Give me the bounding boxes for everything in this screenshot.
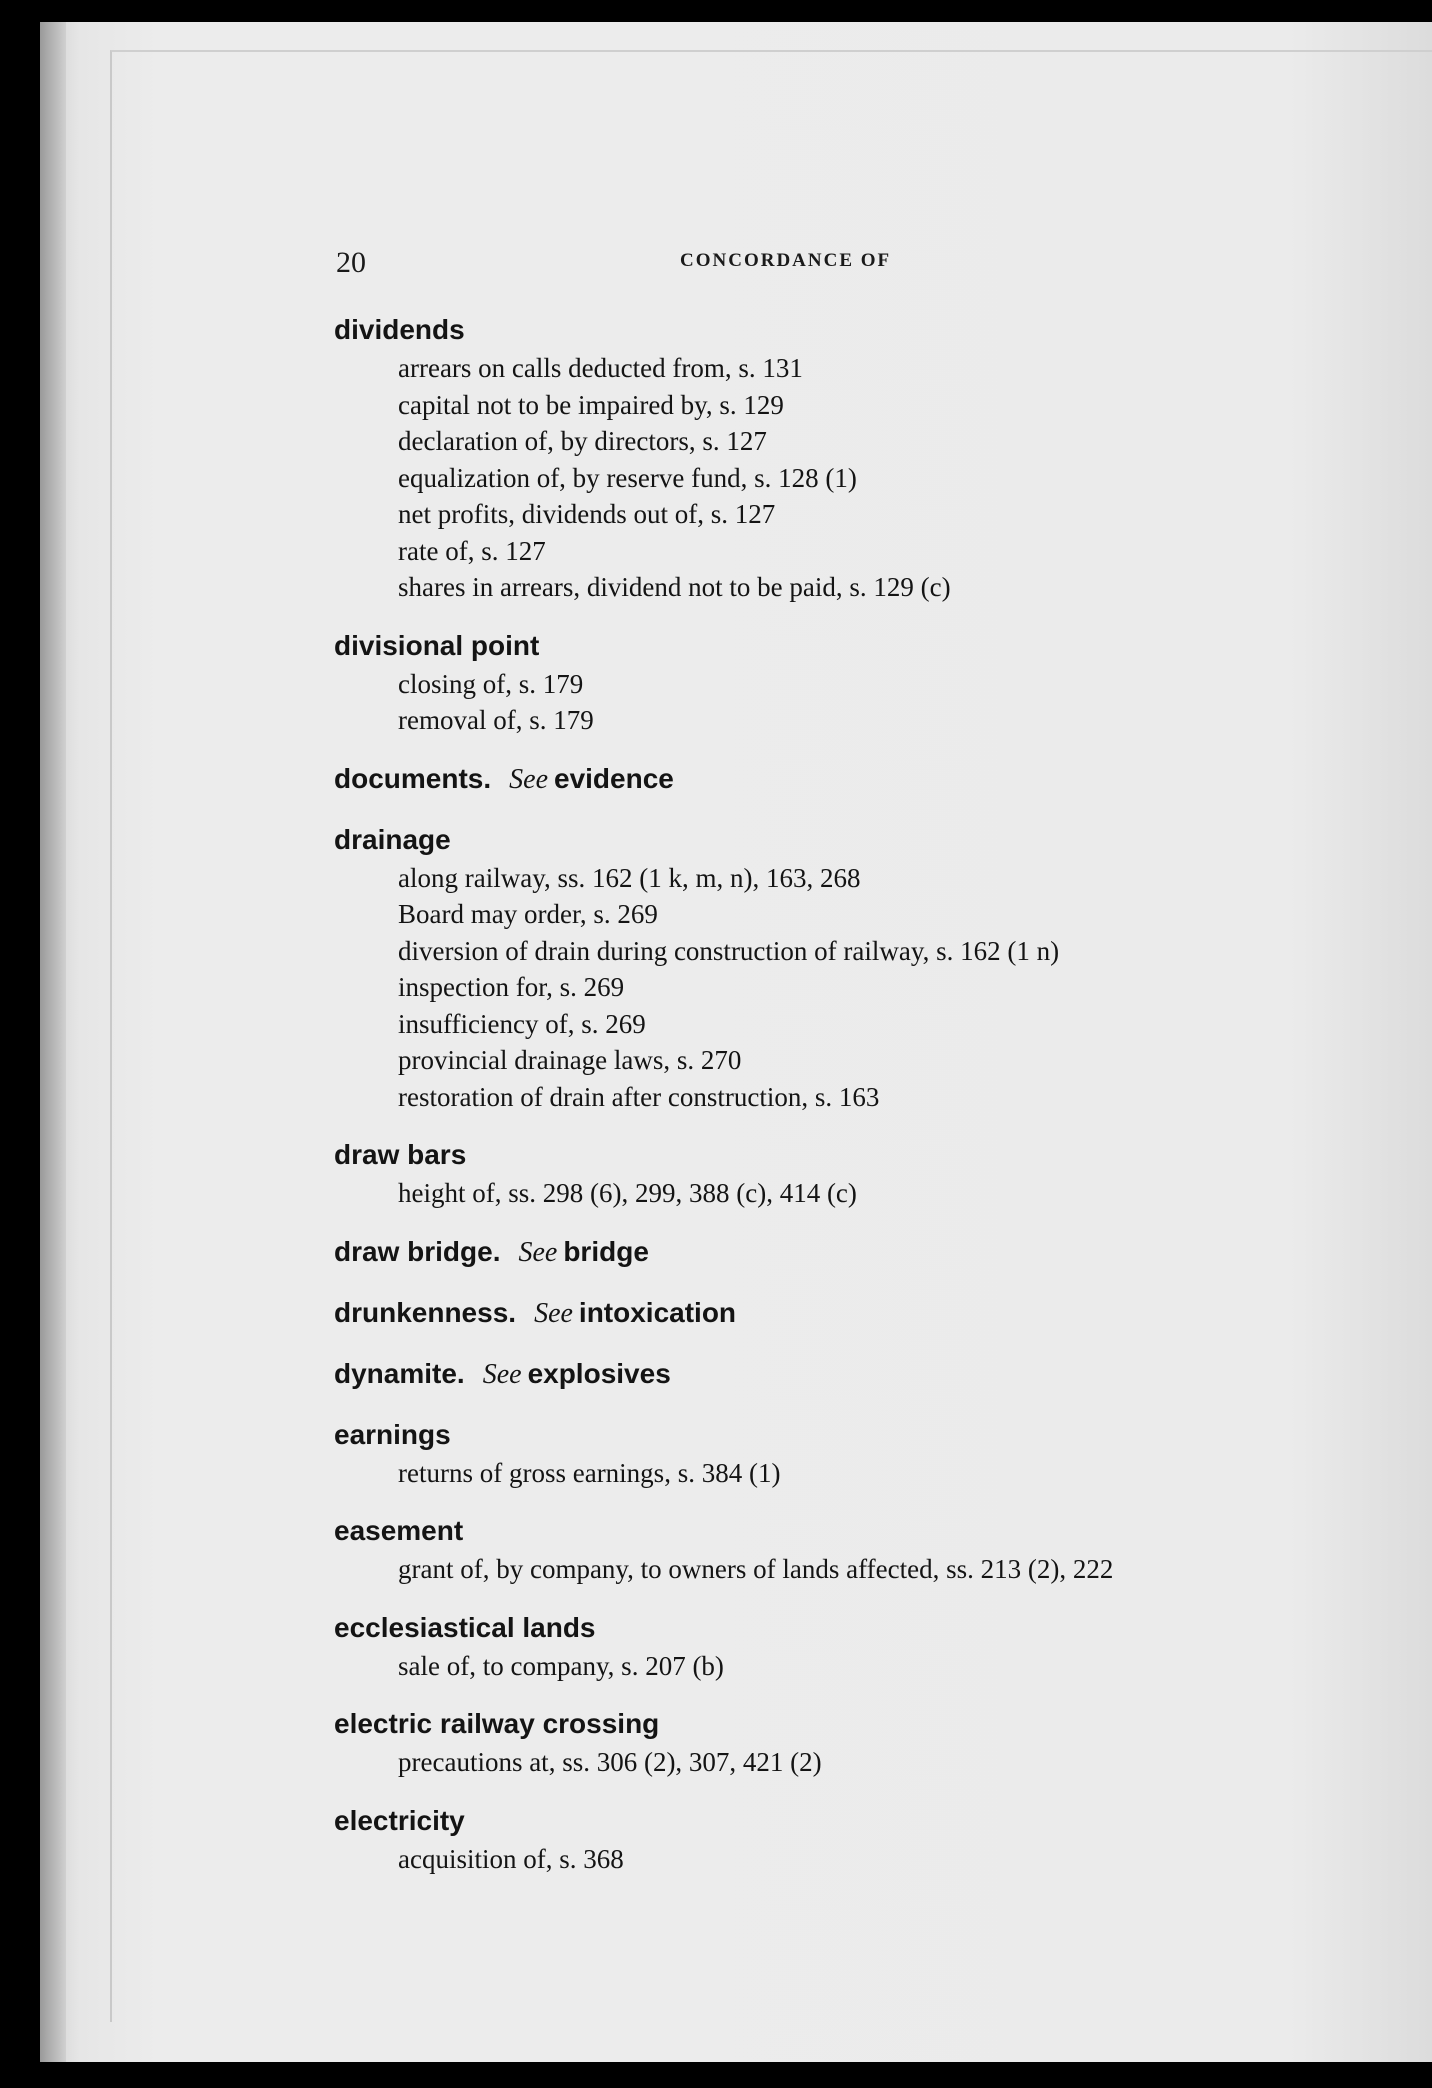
entry [334, 1232, 1334, 1273]
entry-subitem: net profits, dividends out of, s. 127 [398, 499, 776, 529]
entry [334, 820, 1334, 1116]
entry-heading [334, 1293, 1334, 1334]
entry-heading [334, 1232, 1334, 1273]
entry-subitem: equalization of, by reserve fund, s. 128 (1) [398, 462, 857, 493]
concordance-entries [334, 310, 1334, 1897]
entry [334, 759, 1334, 800]
entry-subitem: arrears on calls deducted from, s. 131 [398, 353, 803, 383]
entry [334, 1415, 1334, 1492]
entry-heading: draw bars [334, 1139, 467, 1170]
entry-heading: earnings [334, 1418, 451, 1450]
entry-subitem: sale of, to company, s. 207 (b) [398, 1650, 724, 1681]
see-label: See [534, 1297, 573, 1329]
entry-heading: ecclesiastical lands [334, 1611, 596, 1643]
entry [334, 1801, 1334, 1878]
entry-heading: dividends [334, 314, 465, 345]
entry-subitem: precautions at, ss. 306 (2), 307, 421 (2) [398, 1747, 822, 1777]
entry-heading: drainage [334, 823, 451, 855]
entry-subitem: height of, ss. 298 (6), 299, 388 (c), 414 (c) [398, 1178, 857, 1208]
entry-subitem: acquisition of, s. 368 [398, 1843, 624, 1874]
entry-subitem: insufficiency of, s. 269 [398, 1008, 646, 1039]
entry-subitem: removal of, s. 179 [398, 705, 594, 735]
entry-subitem: capital not to be impaired by, s. 129 [398, 389, 784, 420]
cross-reference: intoxication [578, 1296, 737, 1328]
see-label: See [518, 1236, 558, 1268]
entry-heading-text: documents. [334, 762, 492, 794]
entry-heading: divisional point [334, 629, 540, 661]
entry [334, 1135, 1334, 1212]
entry-heading [334, 1354, 1334, 1395]
entry-subitem: Board may order, s. 269 [398, 899, 658, 929]
entry [334, 1354, 1334, 1395]
entry-subitem: shares in arrears, dividend not to be paid, s. 129 (c) [398, 572, 951, 602]
entry-subitem: returns of gross earnings, s. 384 (1) [398, 1457, 781, 1488]
entry-heading-text: draw bridge. [334, 1235, 501, 1267]
cross-reference: evidence [554, 762, 674, 794]
see-label: See [509, 763, 548, 795]
entry [334, 1293, 1334, 1334]
cross-reference: explosives [527, 1357, 671, 1389]
entry-subitem: declaration of, by directors, s. 127 [398, 426, 767, 456]
entry-subitem: restoration of drain after construction, s. 163 [398, 1081, 880, 1112]
entry [334, 1511, 1334, 1588]
entry-heading: easement [334, 1515, 464, 1546]
entry-subitem: provincial drainage laws, s. 270 [398, 1045, 742, 1075]
running-head: CONCORDANCE OF [680, 250, 892, 271]
entry-heading-text: dynamite. [334, 1357, 465, 1389]
entry-heading [334, 759, 1334, 800]
entry-subitem: closing of, s. 179 [398, 668, 584, 699]
page-number: 20 [336, 246, 366, 279]
entry [334, 1608, 1334, 1685]
entry-subitem: grant of, by company, to owners of lands affected, ss. 213 (2), 222 [398, 1554, 1114, 1584]
entry [334, 1704, 1334, 1781]
entry-subitem: along railway, ss. 162 (1 k, m, n), 163, 268 [398, 862, 861, 893]
entry-heading-text: drunkenness. [334, 1296, 517, 1328]
entry-heading: electric railway crossing [334, 1708, 660, 1739]
cross-reference: bridge [563, 1235, 649, 1267]
entry-subitem: inspection for, s. 269 [398, 972, 625, 1002]
entry-subitem: rate of, s. 127 [398, 535, 546, 566]
entry-heading: electricity [334, 1804, 465, 1836]
entry [334, 310, 1334, 606]
entry [334, 626, 1334, 739]
entry-subitem: diversion of drain during construction of railway, s. 162 (1 n) [398, 935, 1060, 966]
see-label: See [482, 1358, 522, 1390]
